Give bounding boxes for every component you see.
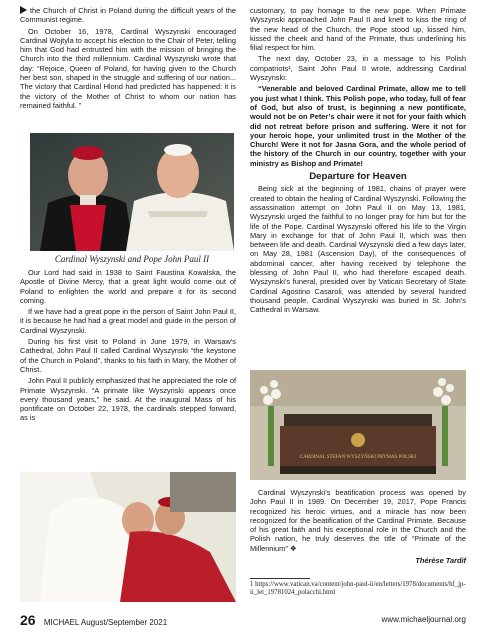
footer-left — [20, 612, 167, 628]
left-paragraph-1: the Church of Christ in Poland during the difficult years of the Communist regime. — [20, 6, 236, 25]
page-number: 26 — [20, 612, 36, 628]
magazine-issue: MICHAEL August/September 2021 — [43, 618, 168, 627]
pope-quote: “Venerable and beloved Cardinal Primate, allow me to tell you just what I think. This Polish pope, who today, full of fear of God, but also of trust, is beginning a new pontificate, would not be on Peter’s chair were it not for your faith which did not retreat before prison and suffering. Were it not for your heroic hope, your unlimited trust in the Mother of the Church! Were it not for Jasna Gora, and the whole period of the history of the Church in our country, together with your ministry as Bishop and Primate! — [250, 84, 466, 168]
left-paragraph-2: On October 16, 1978, Cardinal Wyszynski encouraged Cardinal Wojtyla to accept his election to the Chair of Peter, telling him that God had entrusted him with the mission of bringing the Church into the third millennium. Cardinal Wyszynski wrote that day: “Rejoice, Queen of Poland, for having given to the Church her best son, shaped in the struggle and suffering of our nation... The victory that Cardinal Hlond had predicted has happened: it is the victory of the Mother of Christ to whom our nation has remained faithful. ” — [20, 26, 236, 110]
photo-cardinal-and-pope — [30, 133, 234, 251]
photo-tomb — [250, 370, 466, 480]
footnote-rule — [250, 578, 310, 579]
left-paragraph-3: Our Lord had said in 1938 to Saint Faustina Kowalska, the Apostle of Divine Mercy, that a great light would come out of Poland to enlighten the world and prepare it for its second coming. — [20, 268, 236, 305]
left-column-continued — [20, 268, 236, 425]
footnote: 1 https://www.vatican.va/content/john-paul-ii/en/letters/1978/documents/hf_jp-ii_let_19781024_polacchi.html — [250, 581, 466, 597]
tomb-inscription: CARDINAL STEFAN WYSZYŃSKI PRYMAS POLSKI — [299, 455, 417, 460]
left-column — [20, 6, 236, 112]
left-paragraph-6: John Paul II publicly emphasized that he appreciated the role of Primate Wyszynski. “A primate like Wyszynski appears once every thousand years,” he said. At the inaugural Mass of his pontificate on October 22, 1978, the cardinals stepped forward, as is — [20, 376, 236, 423]
photo-pope-embracing-cardinal — [20, 472, 236, 602]
photo-caption: Cardinal Wyszynski and Pope John Paul II — [54, 254, 210, 264]
continuation-arrow-icon — [20, 6, 27, 14]
author-signature: Thérèse Tardif — [415, 556, 466, 566]
right-column-continued — [250, 488, 466, 565]
right-paragraph-3: Being sick at the beginning of 1981, chains of prayer were created to obtain the healing of Cardinal Wyszynski. Following the assassination attempt on John Paul II on May 13, 1981, Wyszynski urged the faithful to no longer pray for him but for the life of the Pope. Cardinal Wyszynski offered his life to the Virgin Mary in exchange for that of John Paul II, which was then between life and death. Cardinal Wyszynski died a few days later, on May 28, 1981 (Ascension Day), of the consequences of abdominal cancer, after having received by telephone the blessing of John Paul II, who had therefore escaped death. Wyszynski’s funeral, presided over by Vatican Secretary of State Cardinal Agostino Casaroli, was attended by several hundred thousand people. Cardinal Wyszynski was buried in St. John’s Cathedral in Warsaw. — [250, 184, 466, 315]
left-paragraph-4: If we have had a great pope in the person of Saint John Paul II, it is because he had had a great model and guide in the person of Cardinal Wyszynski. — [20, 307, 236, 335]
right-paragraph-1: customary, to pay homage to the new pope. When Primate Wyszynski approached John Paul II and knelt to kiss the ring of the new head of the Church, the Pope stood up, kissed him, kissed the cheek and hand of the Primate, thus underlining his filial respect for him. — [250, 6, 466, 53]
section-heading: Departure for Heaven — [309, 171, 407, 183]
right-paragraph-2: The next day, October 23, in a message to his Polish compatriots¹, Saint John Paul II wrote, addressing Cardinal Wyszynski: — [250, 54, 466, 83]
right-column — [250, 6, 466, 317]
right-paragraph-4: Cardinal Wyszynski’s beatification process was opened by John Paul II in 1989. On December 19, 2017, Pope Francis recognized his heroic virtues, and a miracle has now been recognized for the beatification of the Cardinal Primate. Because of his great faith and his exceptional role in the Church and the Polish nation, he truly deserves the title of “Primate of the Millennium” ❖ — [250, 488, 466, 553]
footer-website[interactable]: www.michaeljournal.org — [381, 615, 466, 624]
left-paragraph-5: During his first visit to Poland in June 1979, in Warsaw’s Cathedral, John Paul II called Cardinal Wyszynski “the keystone of the Church in Poland”, thanks to his faith in Mary, the Mother of Christ. — [20, 337, 236, 374]
